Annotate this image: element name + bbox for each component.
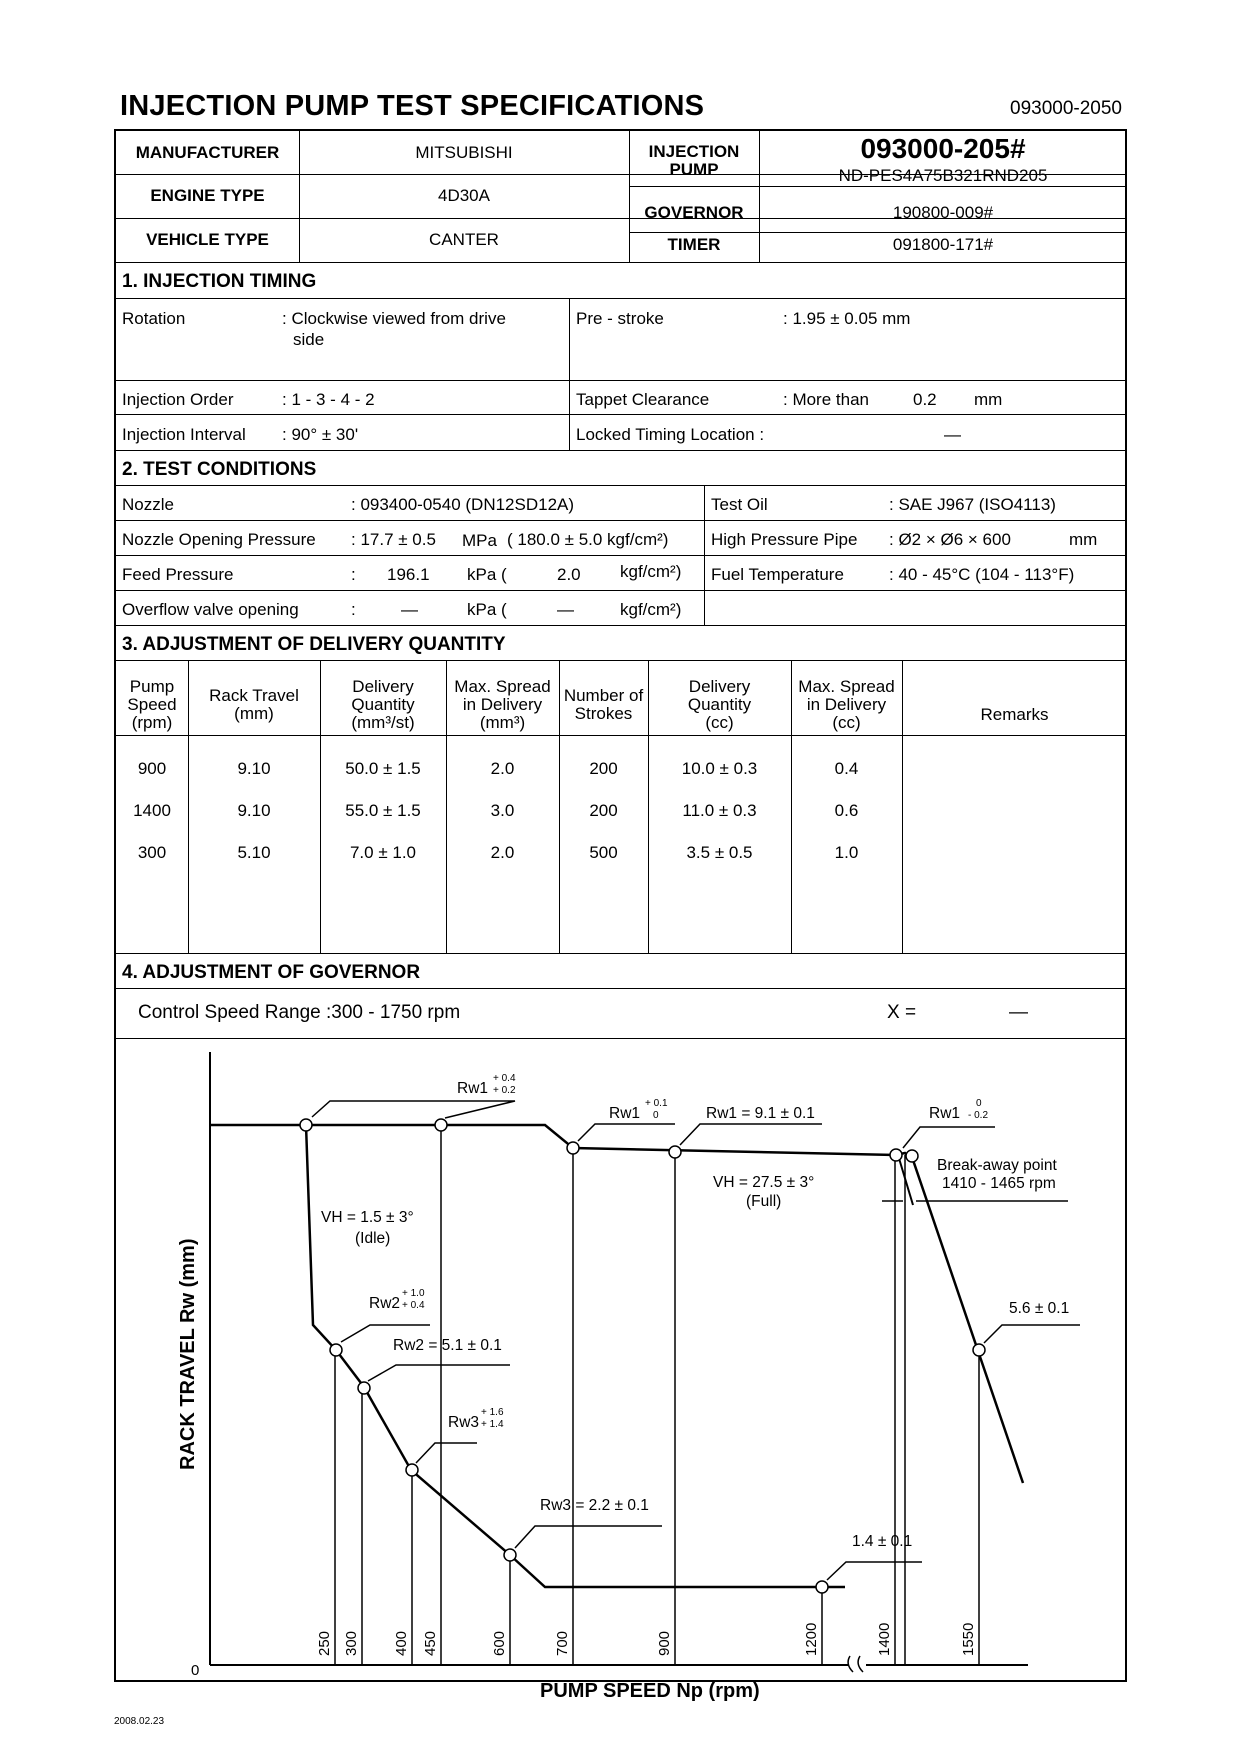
- high-pressure-pipe-label: High Pressure Pipe: [711, 530, 858, 549]
- feed-pressure-unit: kPa (: [467, 565, 507, 584]
- col-delivery-quantity-mm3: Delivery Quantity (mm³/st): [351, 677, 415, 732]
- table-cell: 300: [137, 843, 167, 862]
- overflow-valve-kgf: —: [557, 600, 574, 619]
- injection-interval-label: Injection Interval: [122, 425, 246, 444]
- table-cell: 500: [589, 843, 618, 862]
- rw3-tol-down: + 1.4: [481, 1419, 504, 1430]
- table-cell: 50.0 ± 1.5: [345, 759, 421, 778]
- governor-value: 190800-009#: [892, 203, 994, 222]
- manufacturer-value: MITSUBISHI: [415, 143, 513, 162]
- rw2-tol-down: + 0.4: [402, 1300, 425, 1311]
- section-injection-timing: 1. INJECTION TIMING: [122, 271, 317, 292]
- footer-date: 2008.02.23: [114, 1716, 165, 1727]
- rotation-value-cont: side: [293, 330, 325, 349]
- test-oil-label: Test Oil: [711, 495, 768, 514]
- vh-idle-label: VH = 1.5 ± 3°: [321, 1209, 414, 1226]
- rw1-tol-up: + 0.4: [493, 1073, 516, 1084]
- rw1-tol-down: + 0.2: [493, 1085, 516, 1096]
- section-delivery-quantity: 3. ADJUSTMENT OF DELIVERY QUANTITY: [122, 634, 506, 655]
- nozzle-label: Nozzle: [122, 495, 174, 514]
- tappet-clearance-prefix: : More than: [783, 390, 869, 409]
- table-cell: 9.10: [237, 759, 271, 778]
- x-value: —: [1009, 1002, 1028, 1023]
- vh-full-label: VH = 27.5 ± 3°: [713, 1174, 815, 1191]
- point-marker: [300, 1119, 312, 1131]
- breakaway-range: 1410 - 1465 rpm: [942, 1175, 1056, 1192]
- rw2-tol-label: Rw2: [369, 1295, 401, 1312]
- table-cell: 3.5 ± 0.5: [686, 843, 753, 862]
- x-tick-label: 900: [656, 1630, 673, 1656]
- col-delivery-quantity-cc: Delivery Quantity (cc): [687, 677, 752, 732]
- rw1b-down: 0: [653, 1110, 659, 1121]
- prestroke-value: : 1.95 ± 0.05 mm: [783, 309, 911, 328]
- rw1c-up: 0: [976, 1098, 982, 1109]
- manufacturer-label: MANUFACTURER: [135, 143, 280, 162]
- injection-pump-label: INJECTION PUMP: [648, 142, 740, 179]
- high-pressure-pipe-value: : Ø2 × Ø6 × 600: [889, 530, 1011, 549]
- x-tick-label: 300: [343, 1630, 360, 1656]
- injection-order-label: Injection Order: [122, 390, 234, 409]
- section-governor: 4. ADJUSTMENT OF GOVERNOR: [122, 962, 421, 983]
- rotation-label: Rotation: [122, 309, 186, 328]
- col-max-spread-cc: Max. Spread in Delivery (cc): [798, 677, 895, 732]
- point-marker: [504, 1549, 516, 1561]
- test-oil-value: : SAE J967 (ISO4113): [889, 495, 1056, 514]
- point-marker: [358, 1382, 370, 1394]
- rw2-value-label: Rw2 = 5.1 ± 0.1: [393, 1337, 502, 1354]
- injection-pump-number: 093000-205#: [860, 133, 1026, 164]
- point-marker: [406, 1464, 418, 1476]
- x-tick-label: 250: [316, 1630, 333, 1656]
- locked-timing-value: —: [944, 425, 961, 444]
- overflow-valve-value: —: [401, 600, 418, 619]
- injection-order-value: : 1 - 3 - 4 - 2: [282, 390, 375, 409]
- document-number: 093000-2050: [1010, 98, 1122, 119]
- feed-pressure-value: 196.1: [387, 565, 430, 584]
- idle-value-label: 1.4 ± 0.1: [852, 1533, 913, 1550]
- rw2-tol-up: + 1.0: [402, 1288, 425, 1299]
- feed-pressure-kgf-unit: kgf/cm²): [620, 562, 682, 581]
- x-tick-label: 1200: [803, 1622, 820, 1656]
- injection-interval-value: : 90° ± 30': [282, 425, 359, 444]
- x-tick-label: 600: [491, 1630, 508, 1656]
- x-tick-label: 1550: [960, 1622, 977, 1656]
- x-tick-label: 400: [393, 1630, 410, 1656]
- overflow-valve-label: Overflow valve opening: [122, 600, 299, 619]
- cutoff-value-label: 5.6 ± 0.1: [1009, 1300, 1070, 1317]
- point-marker: [669, 1146, 681, 1158]
- rw1-tol-label: Rw1: [457, 1080, 489, 1097]
- nozzle-opening-pressure-kgf: ( 180.0 ± 5.0 kgf/cm²): [507, 530, 669, 549]
- rw1c-label: Rw1: [929, 1105, 961, 1122]
- fuel-temperature-value: : 40 - 45°C (104 - 113°F): [889, 565, 1075, 584]
- x-axis-title: PUMP SPEED Np (rpm): [540, 1680, 760, 1702]
- table-cell: 3.0: [490, 801, 515, 820]
- rw3-value-label: Rw3 = 2.2 ± 0.1: [540, 1497, 649, 1514]
- table-cell: 200: [589, 801, 618, 820]
- x-tick-label: 450: [422, 1630, 439, 1656]
- table-cell: 0.4: [834, 759, 859, 778]
- governor-label: GOVERNOR: [644, 203, 744, 222]
- rw1-value-label: Rw1 = 9.1 ± 0.1: [706, 1105, 815, 1122]
- x-label: X =: [887, 1002, 917, 1023]
- locked-timing-label: Locked Timing Location :: [576, 425, 765, 444]
- table-cell: 5.10: [237, 843, 271, 862]
- vh-idle-note: (Idle): [355, 1230, 391, 1247]
- control-speed-range: Control Speed Range :300 - 1750 rpm: [138, 1002, 461, 1023]
- table-cell: 11.0 ± 0.3: [682, 801, 757, 820]
- feed-pressure-label: Feed Pressure: [122, 565, 234, 584]
- vehicle-type-label: VEHICLE TYPE: [146, 230, 269, 249]
- engine-type-value: 4D30A: [438, 186, 490, 205]
- table-cell: 9.10: [237, 801, 271, 820]
- rotation-value: : Clockwise viewed from drive: [282, 309, 506, 328]
- table-cell: 900: [137, 759, 167, 778]
- rw1c-down: - 0.2: [968, 1110, 989, 1121]
- point-marker: [816, 1581, 828, 1593]
- rw3-tol-label: Rw3: [448, 1414, 480, 1431]
- point-marker: [435, 1119, 447, 1131]
- section-test-conditions: 2. TEST CONDITIONS: [122, 459, 317, 480]
- table-cell: 7.0 ± 1.0: [349, 843, 417, 862]
- high-pressure-pipe-unit: mm: [1069, 530, 1098, 549]
- prestroke-label: Pre - stroke: [576, 309, 664, 328]
- rw1b-up: + 0.1: [645, 1098, 668, 1109]
- governor-curve: [210, 1125, 1023, 1483]
- breakaway-label: Break-away point: [937, 1157, 1057, 1174]
- nozzle-opening-pressure-label: Nozzle Opening Pressure: [122, 530, 316, 549]
- overflow-valve-colon: :: [351, 600, 356, 619]
- table-cell: 200: [589, 759, 618, 778]
- col-max-spread-mm3: Max. Spread in Delivery (mm³): [454, 677, 551, 732]
- point-marker: [906, 1150, 918, 1162]
- point-marker: [330, 1344, 342, 1356]
- col-number-of-strokes: Number of Strokes: [563, 686, 644, 723]
- tappet-clearance-value: 0.2: [913, 390, 937, 409]
- nozzle-value: : 093400-0540 (DN12SD12A): [351, 495, 575, 514]
- table-cell: 2.0: [490, 843, 515, 862]
- nozzle-opening-pressure-value: : 17.7 ± 0.5: [351, 530, 436, 549]
- table-cell: 10.0 ± 0.3: [681, 759, 758, 778]
- col-pump-speed: Pump Speed (rpm): [127, 677, 177, 732]
- origin-label: 0: [191, 1662, 200, 1679]
- table-cell: 0.6: [834, 801, 859, 820]
- point-marker: [890, 1149, 902, 1161]
- fuel-temperature-label: Fuel Temperature: [711, 565, 844, 584]
- col-rack-travel: Rack Travel (mm): [209, 686, 299, 723]
- tappet-clearance-label: Tappet Clearance: [576, 390, 710, 409]
- x-tick-label: 700: [554, 1630, 571, 1656]
- feed-pressure-kgf: 2.0: [557, 565, 581, 584]
- vh-full-note: (Full): [746, 1193, 782, 1210]
- engine-type-label: ENGINE TYPE: [150, 186, 265, 205]
- table-cell: 1.0: [834, 843, 859, 862]
- col-remarks: Remarks: [980, 705, 1049, 724]
- table-cell: 55.0 ± 1.5: [345, 801, 421, 820]
- timer-value: 091800-171#: [892, 235, 994, 254]
- injection-pump-model: ND-PES4A75B321RND205: [838, 166, 1048, 185]
- overflow-valve-kgf-unit: kgf/cm²): [620, 600, 682, 619]
- page-title: INJECTION PUMP TEST SPECIFICATIONS: [120, 90, 705, 122]
- overflow-valve-unit: kPa (: [467, 600, 507, 619]
- nozzle-opening-pressure-unit: MPa: [462, 531, 497, 550]
- point-marker: [973, 1344, 985, 1356]
- tappet-clearance-unit: mm: [974, 390, 1003, 409]
- x-tick-label: 1400: [876, 1622, 893, 1656]
- rw1b-label: Rw1: [609, 1105, 641, 1122]
- vehicle-type-value: CANTER: [429, 230, 499, 249]
- table-cell: 2.0: [490, 759, 515, 778]
- table-cell: 1400: [133, 801, 171, 820]
- timer-label: TIMER: [667, 235, 721, 254]
- y-axis-title: RACK TRAVEL Rw (mm): [177, 1238, 199, 1470]
- feed-pressure-colon: :: [351, 565, 356, 584]
- rw3-tol-up: + 1.6: [481, 1407, 504, 1418]
- point-marker: [567, 1142, 579, 1154]
